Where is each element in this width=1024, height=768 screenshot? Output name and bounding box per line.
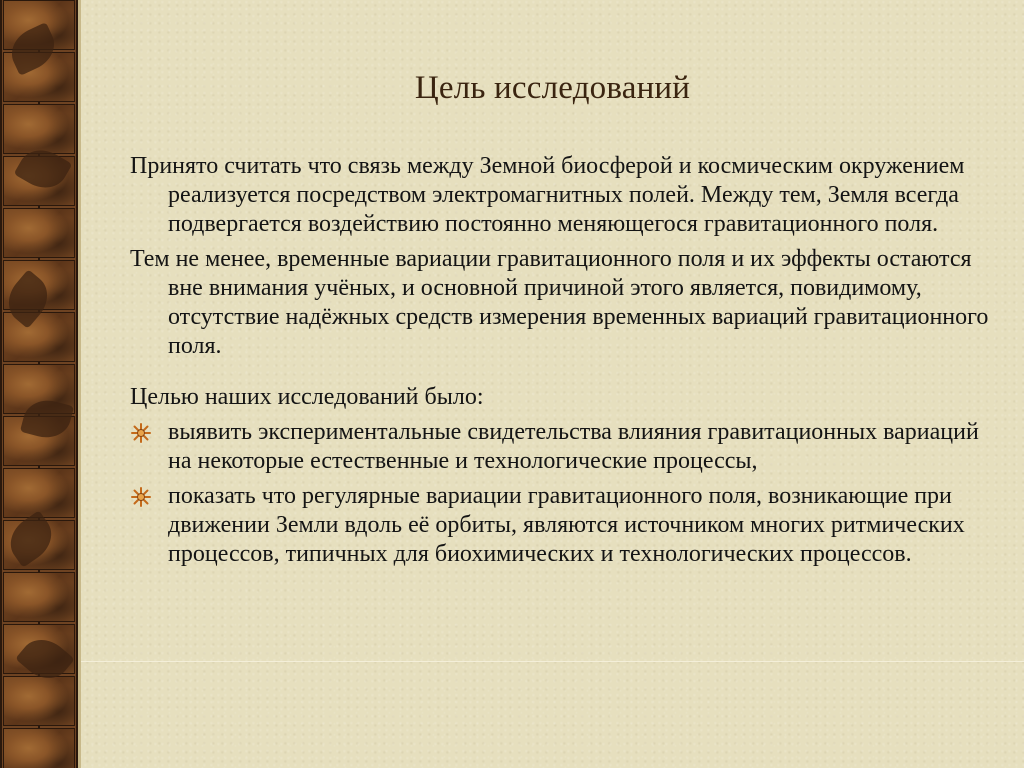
slide-body — [130, 152, 1000, 575]
bullet-item-2 — [130, 482, 1000, 569]
decorative-side-border — [0, 0, 78, 768]
border-edge — [78, 0, 81, 768]
bullet-text-2: показать что регулярные вариации гравитационного поля, возникающие при движении Земли вдоль её орбиты, являются источником многих ритмических процессов, типичных для биохимических и технологических процессов. — [168, 483, 965, 567]
footer-divider — [81, 661, 1024, 662]
paragraph-1: Принято считать что связь между Земной биосферой и космическим окружением реализуется посредством электромагнитных полей. Между тем, Земля всегда подвергается воздействию постоянно меняющегося гравитационного поля. — [130, 153, 965, 237]
paragraph-2: Тем не менее, временные вариации гравитационного поля и их эффекты остаются вне внимания учёных, и основной причиной этого является, повидимому, отсутствие надёжных средств измерения временных вариаций гравитационного поля. — [130, 246, 989, 359]
bullet-item-1 — [130, 418, 1000, 476]
slide-title: Цель исследований — [414, 70, 691, 106]
bullet-text-1: выявить экспериментальные свидетельства влияния гравитационных вариаций на некоторые естественные и технологические процессы, — [168, 419, 979, 474]
goals-lead: Целью наших исследований было: — [130, 384, 484, 410]
sunburst-icon — [130, 422, 152, 444]
sunburst-icon — [130, 486, 152, 508]
